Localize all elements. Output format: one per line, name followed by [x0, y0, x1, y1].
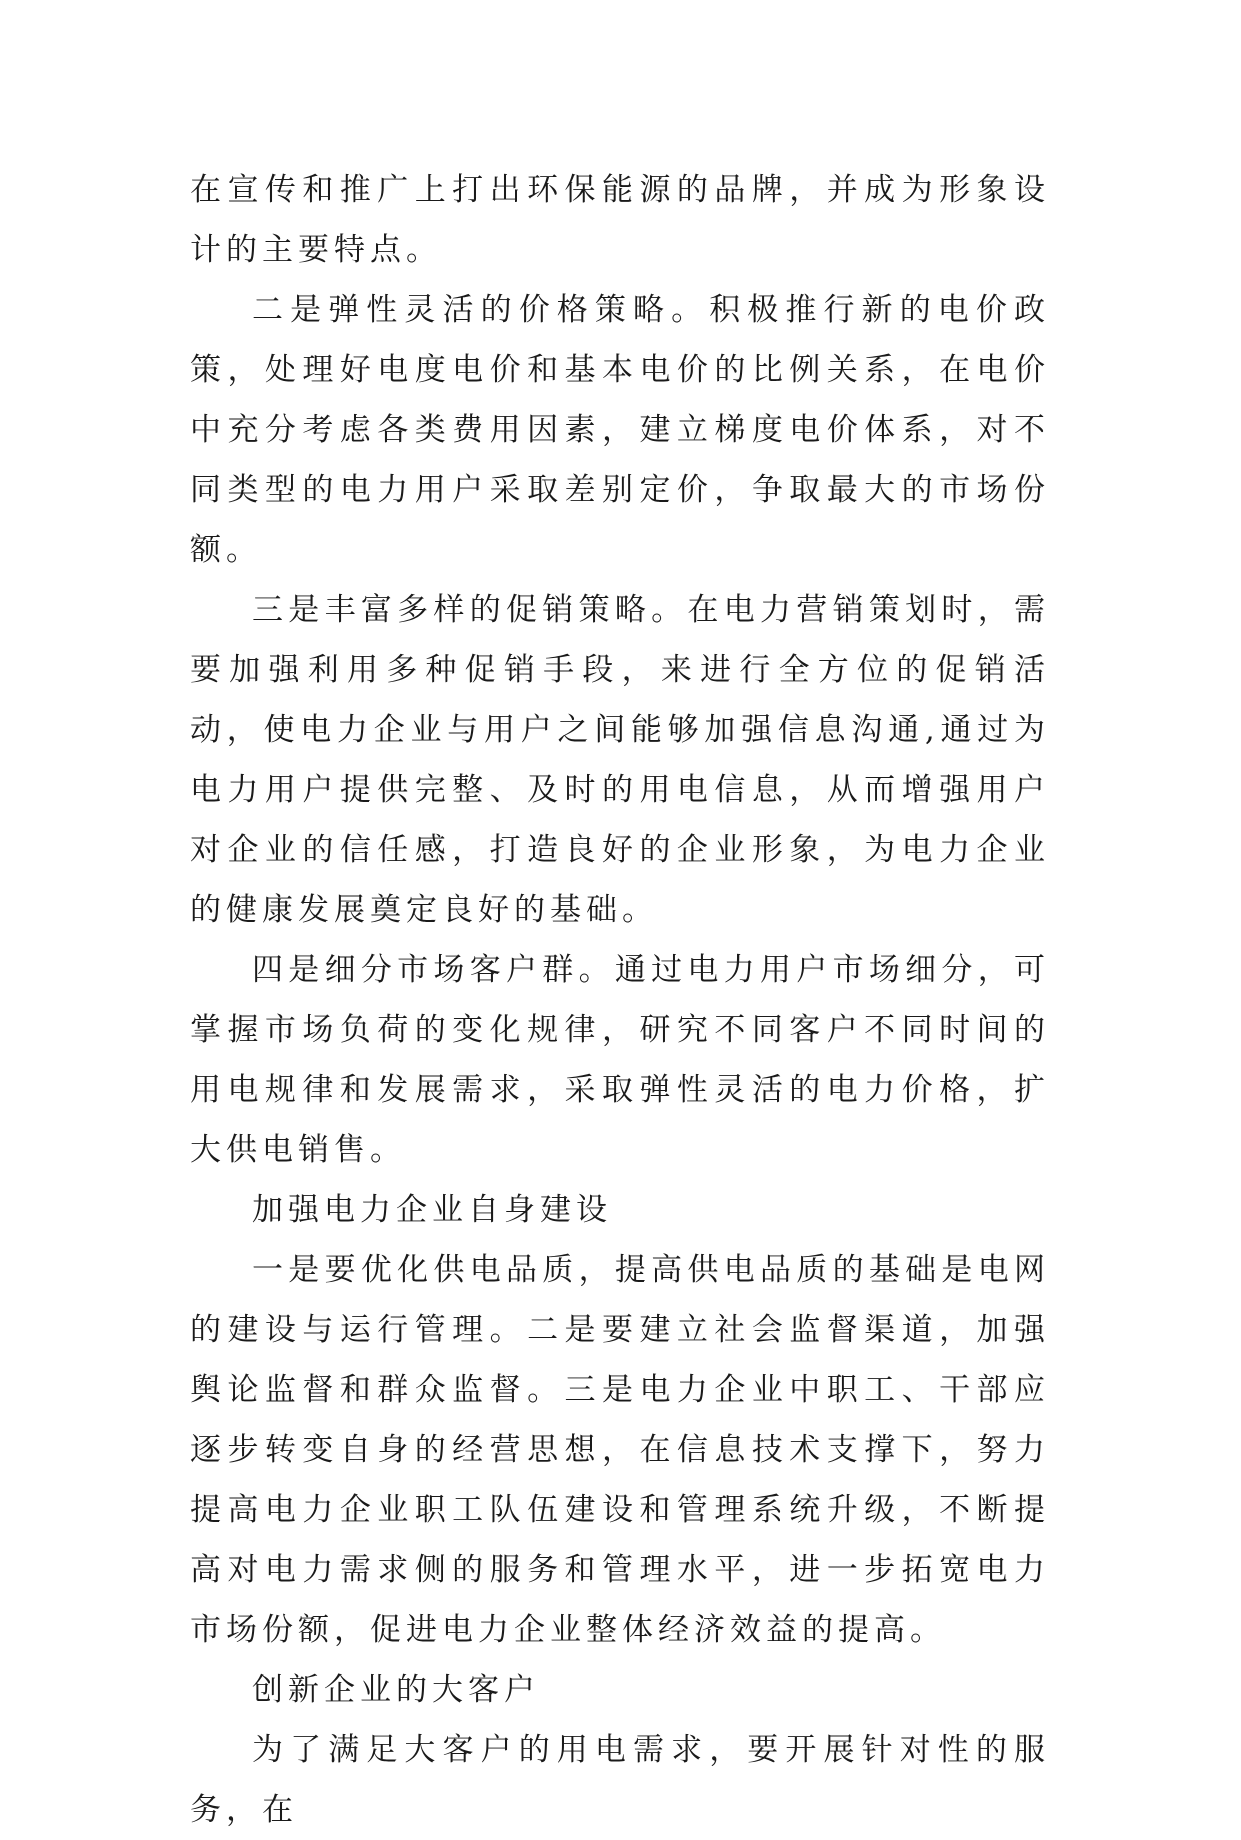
paragraph-market-segmentation: 四是细分市场客户群。通过电力用户市场细分，可掌握市场负荷的变化规律，研究不同客户不同时间的用电规律和发展需求，采取弹性灵活的电力价格，扩大供电销售。	[190, 952, 1050, 1168]
paragraph-pricing-strategy: 二是弹性灵活的价格策略。积极推行新的电价政策，处理好电度电价和基本电价的比例关系，在电价中充分考虑各类费用因素，建立梯度电价体系，对不同类型的电力用户采取差别定价，争取最大的市场份额。	[190, 292, 1050, 568]
paragraph-self-construction: 一是要优化供电品质，提高供电品质的基础是电网的建设与运行管理。二是要建立社会监督渠道，加强舆论监督和群众监督。三是电力企业中职工、干部应逐步转变自身的经营思想，在信息技术支撑下，努力提高电力企业职工队伍建设和管理系统升级，不断提高对电力需求侧的服务和管理水平，进一步拓宽电力市场份额，促进电力企业整体经济效益的提高。	[190, 1252, 1050, 1648]
paragraph-promotion-strategy: 三是丰富多样的促销策略。在电力营销策划时，需要加强利用多种促销手段，来进行全方位的促销活动，使电力企业与用户之间能够加强信息沟通,通过为电力用户提供完整、及时的用电信息，从而增强用户对企业的信任感，打造良好的企业形象，为电力企业的健康发展奠定良好的基础。	[190, 592, 1050, 928]
section-heading-self-construction: 加强电力企业自身建设	[252, 1192, 612, 1228]
paragraph-brand-promotion: 在宣传和推广上打出环保能源的品牌，并成为形象设计的主要特点。	[190, 172, 1050, 268]
paragraph-major-customers: 为了满足大客户的用电需求，要开展针对性的服务，在	[190, 1732, 1050, 1828]
document-page	[190, 160, 1050, 1840]
section-heading-major-customers: 创新企业的大客户	[252, 1672, 540, 1708]
